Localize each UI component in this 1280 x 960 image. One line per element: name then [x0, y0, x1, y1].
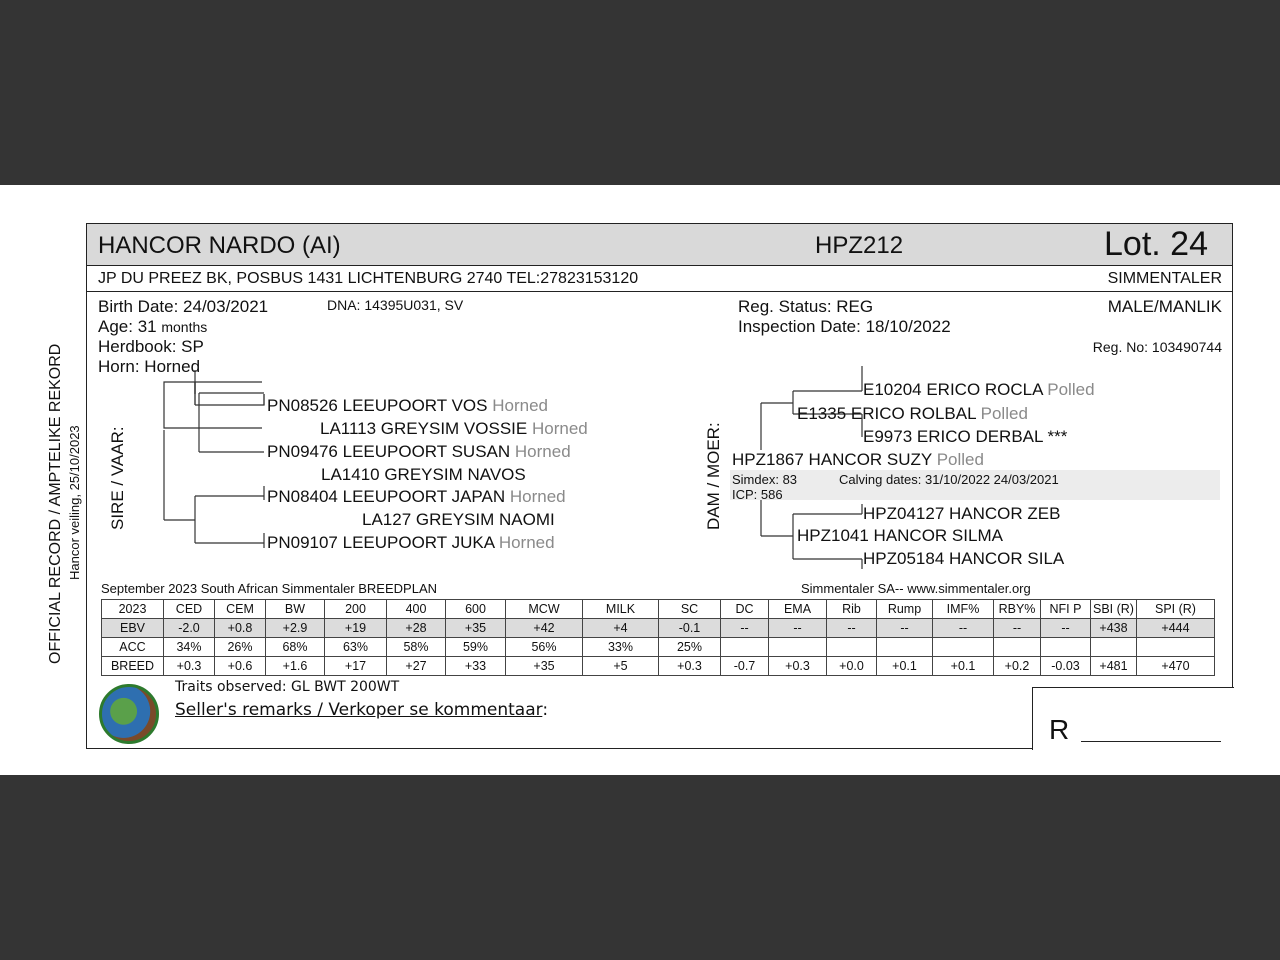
sire-ggs1: PN08526 LEEUPOORT VOS Horned	[267, 396, 548, 415]
calving-dates: Calving dates: 31/10/2022 24/03/2021	[839, 472, 1059, 487]
ebv-row-breed-cell-10: -0.7	[721, 657, 769, 676]
ebv-row-breed-cell-13: +0.1	[877, 657, 933, 676]
ebv-header-row-cell-2: CEM	[215, 600, 266, 619]
ebv-row-acc-cell-3: 68%	[266, 638, 325, 657]
ebv-row-breed	[102, 657, 1215, 676]
ebv-row-ebv-cell-3: +2.9	[266, 619, 325, 638]
ebv-row-acc-cell-9: 25%	[659, 638, 721, 657]
animal-card	[86, 223, 1233, 749]
ebv-header-row-cell-4: 200	[325, 600, 387, 619]
ebv-row-ebv-cell-9: -0.1	[659, 619, 721, 638]
ebv-row-ebv-cell-13: --	[877, 619, 933, 638]
ebv-row-acc-cell-13	[877, 638, 933, 657]
dam-grandsire: E1335 ERICO ROLBAL Polled	[797, 404, 1028, 423]
sale-sheet	[0, 185, 1280, 775]
ebv-row-ebv-cell-8: +4	[583, 619, 659, 638]
dam-ggs1: E10204 ERICO ROCLA Polled	[863, 380, 1095, 399]
ebv-row-ebv-cell-18: +444	[1137, 619, 1215, 638]
ebv-row-acc-cell-4: 63%	[325, 638, 387, 657]
ebv-row-breed-cell-1: +0.3	[164, 657, 215, 676]
ebv-header-row-cell-7: MCW	[506, 600, 583, 619]
ebv-row-acc	[102, 638, 1215, 657]
ebv-header-row-cell-15: RBY%	[994, 600, 1041, 619]
sire-name: LA1410 GREYSIM NAVOS	[321, 465, 526, 484]
ebv-row-acc-cell-12	[827, 638, 877, 657]
birth-date: Birth Date: 24/03/2021	[98, 297, 269, 316]
inspection-date: Inspection Date: 18/10/2022	[738, 317, 951, 336]
animal-id: HPZ212	[815, 232, 904, 259]
ebv-header-row-cell-3: BW	[266, 600, 325, 619]
ebv-row-acc-cell-16	[1041, 638, 1091, 657]
ebv-header-row-cell-12: Rib	[827, 600, 877, 619]
sire-ggd1: PN09476 LEEUPOORT SUSAN Horned	[267, 442, 571, 461]
ebv-row-acc-cell-8: 33%	[583, 638, 659, 657]
dam-label: DAM / MOER:	[704, 422, 723, 530]
ebv-row-breed-cell-18: +470	[1137, 657, 1215, 676]
ebv-header-row-cell-6: 600	[446, 600, 506, 619]
ebv-row-acc-cell-14	[933, 638, 994, 657]
ebv-row-ebv-cell-17: +438	[1091, 619, 1137, 638]
ebv-header-row-cell-5: 400	[387, 600, 446, 619]
ebv-row-breed-cell-0: BREED	[102, 657, 164, 676]
ebv-header-row-cell-0: 2023	[102, 600, 164, 619]
ebv-row-breed-cell-4: +17	[325, 657, 387, 676]
seller-remarks-label: Seller's remarks / Verkoper se kommentaar:	[175, 700, 549, 720]
dam-ggd1: E9973 ERICO DERBAL ***	[863, 427, 1068, 446]
ebv-header-row-cell-11: EMA	[769, 600, 827, 619]
sire-ggd2: PN09107 LEEUPOORT JUKA Horned	[267, 533, 555, 552]
sire-grandsire: LA1113 GREYSIM VOSSIE Horned	[320, 419, 588, 438]
ebv-row-acc-cell-6: 59%	[446, 638, 506, 657]
owner-address: JP DU PREEZ BK, POSBUS 1431 LICHTENBURG 2740 TEL:27823153120	[98, 270, 639, 287]
ebv-row-breed-cell-7: +35	[506, 657, 583, 676]
ebv-row-acc-cell-5: 58%	[387, 638, 446, 657]
age: Age: 31 months	[98, 317, 208, 336]
ebv-row-acc-cell-1: 34%	[164, 638, 215, 657]
ebv-row-ebv-cell-10: --	[721, 619, 769, 638]
dam-name: HPZ1867 HANCOR SUZY Polled	[732, 450, 984, 469]
dna-info: DNA: 14395U031, SV	[327, 297, 464, 313]
dam-granddam: HPZ1041 HANCOR SILMA	[797, 526, 1003, 545]
ebv-row-acc-cell-7: 56%	[506, 638, 583, 657]
ebv-row-breed-cell-17: +481	[1091, 657, 1137, 676]
ebv-row-acc-cell-11	[769, 638, 827, 657]
ebv-row-breed-cell-11: +0.3	[769, 657, 827, 676]
ebv-row-acc-cell-15	[994, 638, 1041, 657]
ebv-row-ebv-cell-15: --	[994, 619, 1041, 638]
herdbook: Herdbook: SP	[98, 337, 204, 356]
price-box[interactable]	[1032, 687, 1234, 750]
ebv-row-ebv-cell-7: +42	[506, 619, 583, 638]
breedplan-caption: September 2023 South African Simmentaler BREEDPLAN	[101, 581, 438, 596]
price-currency: R	[1049, 714, 1070, 745]
reg-status: Reg. Status: REG	[738, 297, 874, 316]
price-blank-line[interactable]	[1081, 741, 1221, 742]
ebv-row-ebv	[102, 619, 1215, 638]
ebv-table	[101, 599, 1215, 676]
ebv-row-ebv-cell-12: --	[827, 619, 877, 638]
ebv-row-ebv-cell-16: --	[1041, 619, 1091, 638]
traits-observed: Traits observed: GL BWT 200WT	[175, 679, 400, 695]
lot-number: Lot. 24	[1104, 225, 1208, 263]
icp: ICP: 586	[732, 487, 783, 502]
ebv-row-breed-cell-3: +1.6	[266, 657, 325, 676]
ebv-row-ebv-cell-4: +19	[325, 619, 387, 638]
ebv-row-acc-cell-2: 26%	[215, 638, 266, 657]
simmentaler-logo	[99, 684, 159, 744]
ebv-row-breed-cell-8: +5	[583, 657, 659, 676]
ebv-row-acc-cell-0: ACC	[102, 638, 164, 657]
reg-number: Reg. No: 103490744	[1092, 339, 1222, 355]
sire-granddam: LA127 GREYSIM NAOMI	[362, 510, 555, 529]
ebv-header-row-cell-13: Rump	[877, 600, 933, 619]
ebv-row-breed-cell-16: -0.03	[1041, 657, 1091, 676]
ebv-header-row-cell-1: CED	[164, 600, 215, 619]
ebv-row-breed-cell-12: +0.0	[827, 657, 877, 676]
ebv-row-ebv-cell-6: +35	[446, 619, 506, 638]
ebv-header-row-cell-18: SPI (R)	[1137, 600, 1215, 619]
dam-performance-box	[730, 470, 1220, 500]
ebv-header-row-cell-14: IMF%	[933, 600, 994, 619]
simdex: Simdex: 83	[732, 472, 798, 487]
breedplan-source: Simmentaler SA-- www.simmentaler.org	[801, 581, 1031, 596]
sire-ggs2: PN08404 LEEUPOORT JAPAN Horned	[267, 487, 566, 506]
horn-status: Horn: Horned	[98, 357, 201, 376]
ebv-header-row-cell-10: DC	[721, 600, 769, 619]
ebv-row-breed-cell-14: +0.1	[933, 657, 994, 676]
ebv-row-ebv-cell-1: -2.0	[164, 619, 215, 638]
sex-label: MALE/MANLIK	[1107, 297, 1222, 316]
ebv-row-ebv-cell-2: +0.8	[215, 619, 266, 638]
ebv-row-ebv-cell-11: --	[769, 619, 827, 638]
dam-ggd2: HPZ05184 HANCOR SILA	[863, 549, 1065, 568]
ebv-row-ebv-cell-14: --	[933, 619, 994, 638]
ebv-row-acc-cell-18	[1137, 638, 1215, 657]
ebv-header-row-cell-16: NFI P	[1041, 600, 1091, 619]
ebv-row-breed-cell-6: +33	[446, 657, 506, 676]
ebv-row-acc-cell-17	[1091, 638, 1137, 657]
ebv-header-row-cell-8: MILK	[583, 600, 659, 619]
ebv-header-row-cell-17: SBI (R)	[1091, 600, 1137, 619]
ebv-row-breed-cell-15: +0.2	[994, 657, 1041, 676]
ebv-header-row	[102, 600, 1215, 619]
ebv-row-breed-cell-5: +27	[387, 657, 446, 676]
ebv-row-breed-cell-9: +0.3	[659, 657, 721, 676]
ebv-row-acc-cell-10	[721, 638, 769, 657]
ebv-row-ebv-cell-0: EBV	[102, 619, 164, 638]
ebv-header-row-cell-9: SC	[659, 600, 721, 619]
auction-date-label: Hancor veiling, 25/10/2023	[67, 425, 82, 580]
sire-label: SIRE / VAAR:	[108, 426, 127, 530]
animal-name: HANCOR NARDO (AI)	[98, 232, 341, 259]
breed-label: SIMMENTALER	[1107, 270, 1222, 287]
ebv-row-ebv-cell-5: +28	[387, 619, 446, 638]
dam-ggs2: HPZ04127 HANCOR ZEB	[863, 504, 1061, 523]
ebv-row-breed-cell-2: +0.6	[215, 657, 266, 676]
official-record-label: OFFICIAL RECORD / AMPTELIKE REKORD	[47, 343, 64, 664]
pedigree-lines	[87, 224, 1234, 594]
